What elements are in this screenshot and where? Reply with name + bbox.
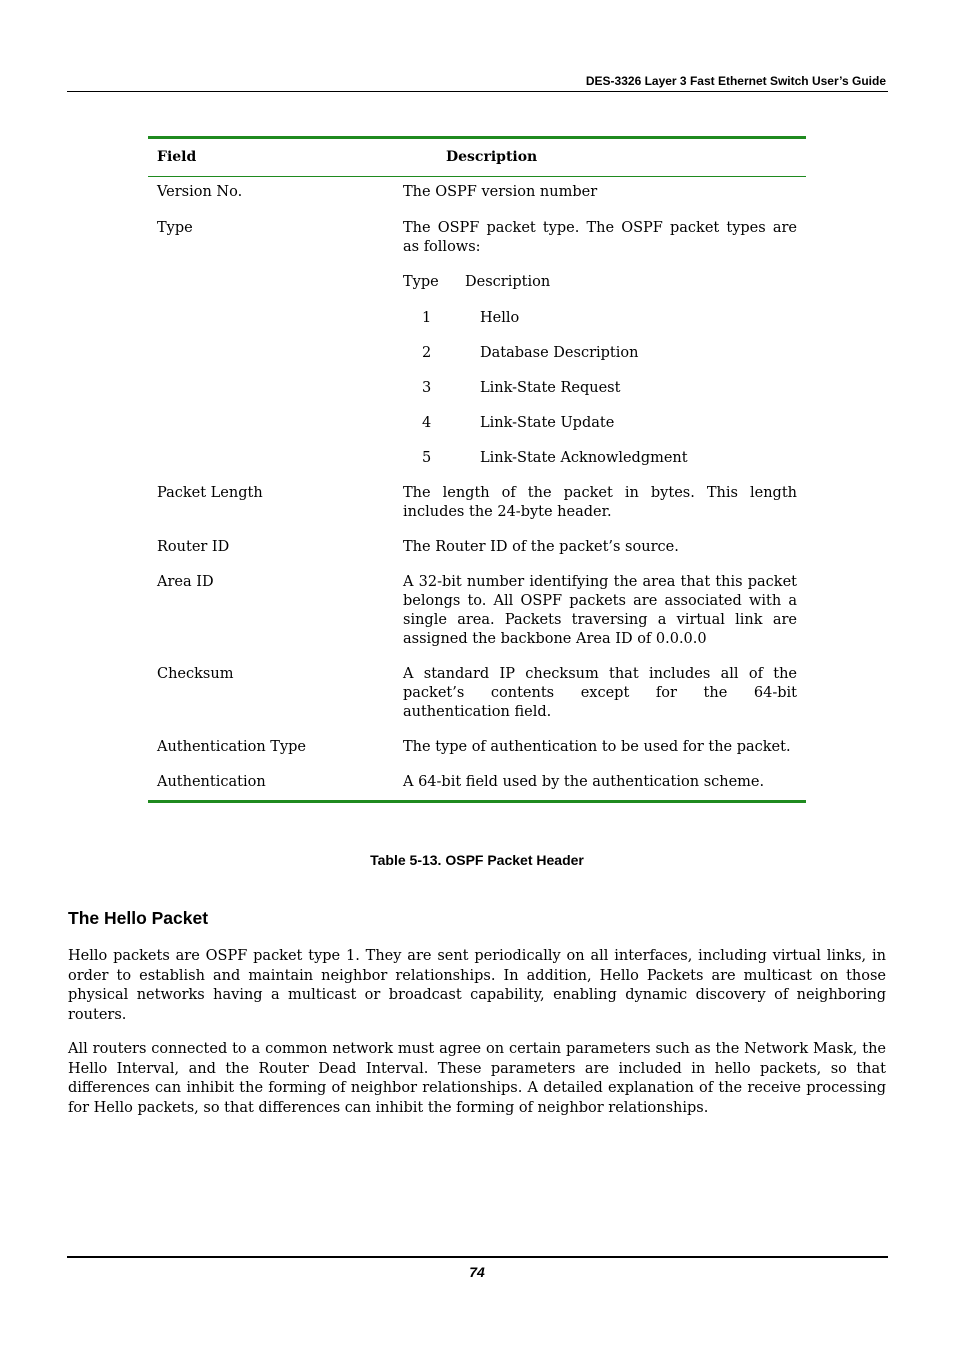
description-cell: The length of the packet in bytes. This length includes the 24-byte header.: [403, 485, 797, 520]
type-number: 3: [422, 380, 432, 396]
description-cell: A 32-bit number identifying the area that this packet belongs to. All OSPF packets are associated with a single area. Packets traversing a virtual link are assigned the backbone Area ID of 0.0.0.0: [403, 574, 797, 647]
type-number: 1: [422, 310, 432, 326]
description-column-header: Description: [446, 149, 538, 165]
subtable-description-header: Description: [465, 274, 551, 290]
type-item: [403, 379, 797, 398]
table-row: [148, 538, 806, 557]
paragraph: Hello packets are OSPF packet type 1. They are sent periodically on all interfaces, including virtual links, in order to establish and maintain neighbor relationships. In addition, Hello Packets are multicast on those physical networks having a multicast or broadcast capability, enabling dynamic discovery of neighboring routers.: [68, 948, 886, 1023]
ospf-header-table: [148, 136, 806, 803]
footer-rule: [67, 1256, 888, 1258]
table-row: [148, 484, 806, 522]
description-cell: The OSPF version number: [403, 184, 598, 200]
field-cell: Authentication Type: [157, 739, 306, 755]
header-rule: [67, 91, 888, 92]
table-row: [148, 665, 806, 722]
type-number: 5: [422, 450, 432, 466]
field-cell: Type: [157, 220, 193, 236]
field-cell: Authentication: [157, 774, 266, 790]
field-cell: Router ID: [157, 539, 230, 555]
type-item: [403, 449, 797, 468]
type-subtable-header: [403, 273, 797, 292]
table-row: [148, 773, 806, 792]
field-column-header: Field: [157, 149, 197, 165]
table-header-row: [148, 139, 806, 177]
field-cell: Version No.: [157, 184, 243, 200]
table-row: [148, 183, 806, 202]
table-row: [148, 573, 806, 649]
description-cell: The Router ID of the packet’s source.: [403, 539, 679, 555]
type-name: Hello: [480, 310, 520, 326]
field-cell: Area ID: [157, 574, 214, 590]
paragraph: All routers connected to a common network must agree on certain parameters such as the Network Mask, the Hello Interval, and the Router Dead Interval. These parameters are included in hello packets, so that differences can inhibit the forming of neighbor relationships. A detailed explanation of the receive processing for Hello packets, so that differences can inhibit the forming of neighbor relationships.: [68, 1041, 886, 1116]
type-name: Link-State Update: [480, 415, 615, 431]
field-cell: Packet Length: [157, 485, 263, 501]
description-cell: The type of authentication to be used for the packet.: [403, 739, 791, 755]
type-item: [403, 414, 797, 433]
field-cell: Checksum: [157, 666, 234, 682]
description-cell: A standard IP checksum that includes all of the packet’s contents except for the 64-bit authentication field.: [403, 666, 797, 720]
type-name: Link-State Request: [480, 380, 621, 396]
description-cell: [403, 219, 797, 468]
type-description-text: The OSPF packet type. The OSPF packet types are as follows:: [403, 220, 797, 255]
description-cell: A 64-bit field used by the authentication scheme.: [403, 774, 765, 790]
type-number: 4: [422, 415, 432, 431]
page-number: 74: [469, 1264, 485, 1280]
table-row: [148, 738, 806, 757]
table-caption: Table 5-13. OSPF Packet Header: [370, 852, 584, 868]
table-row: [148, 219, 806, 468]
section-heading: The Hello Packet: [68, 908, 209, 928]
type-number: 2: [422, 345, 432, 361]
running-header: DES-3326 Layer 3 Fast Ethernet Switch User’s Guide: [585, 74, 886, 88]
subtable-type-header: Type: [403, 274, 439, 290]
type-name: Link-State Acknowledgment: [480, 450, 688, 466]
type-item: [403, 309, 797, 328]
type-item: [403, 344, 797, 363]
type-name: Database Description: [480, 345, 639, 361]
